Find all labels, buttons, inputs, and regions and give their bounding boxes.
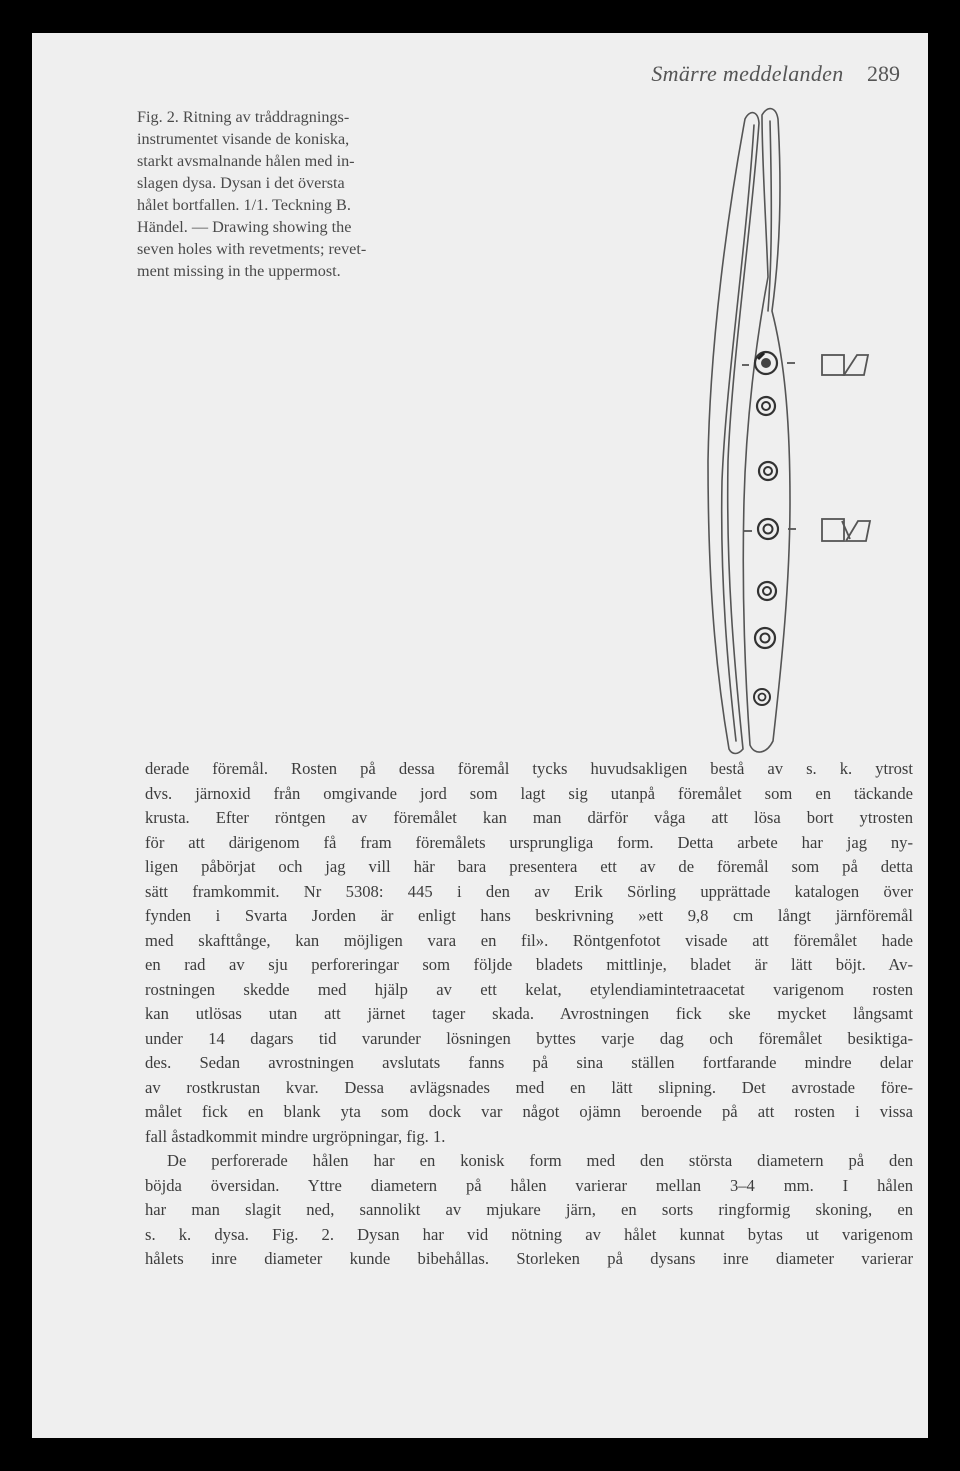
drawplate-drawing-icon [632, 101, 952, 761]
hole-3-with-revetment [759, 462, 777, 480]
caption-line: Händel. — Drawing showing the [137, 218, 352, 236]
body-line: hålets inre diameter kunde bibehållas. Storleken på dysans inre diameter varierar [145, 1249, 913, 1268]
body-line: målet fick en blank yta som dock var något ojämn beroende på att rosten i vissa [145, 1102, 913, 1121]
hole-5-with-revetment [758, 582, 776, 600]
drawplate-figure [632, 101, 952, 761]
body-line: De perforerade hålen har en konisk form med den största diametern på den [167, 1151, 913, 1170]
body-line: under 14 dagars tid varunder lösningen byttes varje dag och föremålet besiktiga- [145, 1028, 913, 1048]
body-line: rostningen skedde med hjälp av ett kelat, etylendiamintetraacetat varigenom rosten [145, 979, 913, 999]
hole-7-with-revetment [754, 689, 770, 705]
hole-6-with-revetment [755, 628, 775, 648]
body-line: dvs. järnoxid från omgivande jord som lagt sig utanpå föremålet som en täckande [145, 783, 913, 803]
body-line: s. k. dysa. Fig. 2. Dysan har vid nötning av hålet kunnat bytas ut varigenom [145, 1224, 913, 1244]
body-line: derade föremål. Rosten på dessa föremål tycks huvudsakligen bestå av s. k. ytrost [145, 759, 913, 778]
side-profile-inner-line [722, 125, 754, 741]
body-line: en rad av sju perforeringar som följde bladets mittlinje, bladet är lätt böjt. Av- [145, 955, 913, 974]
body-line: ligen påbörjat och jag vill här bara presentera ett av de föremål som på detta [145, 857, 913, 876]
body-line: krusta. Efter röntgen av föremålet kan man därför våga att lösa bort ytrosten [145, 808, 913, 827]
blade-outline [743, 109, 790, 752]
body-line: fall åstadkommit mindre urgröpningar, fig. 1. [145, 1126, 446, 1146]
body-line: fynden i Svarta Jorden är enligt hans beskrivning »ett 9,8 cm långt järnföremål [145, 906, 913, 925]
hole-1-empty [755, 352, 777, 374]
body-line: kan utlösas utan att järnet tager skada. Avrostningen fick ske mycket långsamt [145, 1004, 913, 1023]
caption-line: ment missing in the uppermost. [137, 262, 341, 280]
body-line: av rostkrustan kvar. Dessa avlägsnades med en lätt slipning. Det avrostade före- [145, 1077, 913, 1097]
page-number: 289 [867, 61, 900, 86]
hole-4-with-revetment [758, 519, 778, 539]
body-line: har man slagit ned, sannolikt av mjukare järn, en sorts ringformig skoning, en [145, 1200, 913, 1219]
body-line: för att därigenom få fram föremålets ursprungliga form. Detta arbete har jag ny- [145, 832, 913, 852]
book-page [32, 33, 928, 1438]
cross-section-lower-icon [822, 519, 870, 541]
body-line: med skafttånge, kan möjligen vara en fil». Röntgenfotot visade att föremålet hade [145, 930, 913, 950]
side-profile-outline [708, 113, 759, 754]
running-head [651, 61, 900, 87]
caption-line: instrumentet visande de koniska, [137, 130, 350, 148]
caption-line: seven holes with revetments; revet- [137, 240, 367, 258]
caption-line: slagen dysa. Dysan i det översta [137, 174, 345, 192]
figure-caption [137, 106, 467, 282]
body-line: sätt framkommit. Nr 5308: 445 i den av Erik Sörling upprättade katalogen över [145, 881, 913, 901]
cross-section-upper-icon [822, 355, 868, 375]
caption-line: hålet bortfallen. 1/1. Teckning B. [137, 196, 351, 214]
hole-2-with-revetment [757, 397, 775, 415]
article-body-text [145, 757, 913, 1272]
caption-line: Fig. 2. Ritning av tråddragnings- [137, 108, 350, 126]
caption-line: starkt avsmalnande hålen med in- [137, 152, 355, 170]
body-line: böjda översidan. Yttre diametern på hålen varierar mellan 3–4 mm. I hålen [145, 1175, 913, 1195]
blade-midrib-line [768, 121, 771, 311]
body-line: des. Sedan avrostningen avslutats fanns på sina ställen fortfarande mindre delar [145, 1053, 913, 1072]
running-head-title: Smärre meddelanden [651, 61, 844, 86]
